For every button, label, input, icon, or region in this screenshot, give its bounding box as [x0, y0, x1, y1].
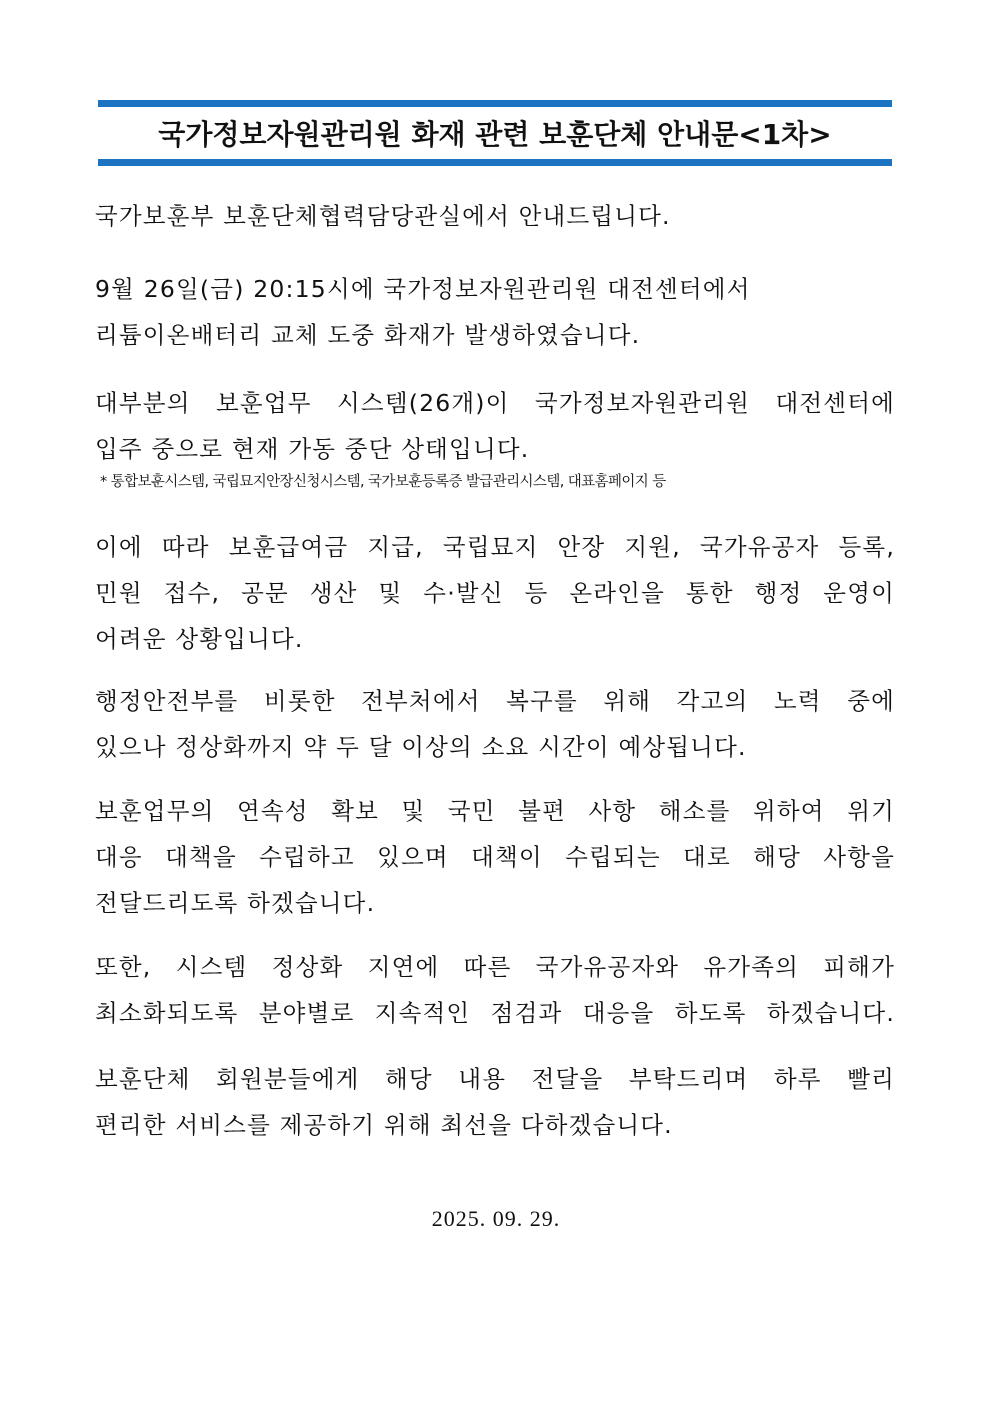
paragraph-impact — [95, 524, 895, 662]
paragraph-line: 국가보훈부 보훈단체협력담당관실에서 안내드립니다. — [95, 202, 671, 230]
title-banner — [98, 100, 892, 166]
paragraph-line: 어려운 상황입니다. — [95, 625, 304, 653]
paragraph-greeting — [95, 193, 895, 239]
paragraph-line: 또한, 시스템 정상화 지연에 따른 국가유공자와 유가족의 피해가 — [95, 953, 895, 981]
paragraph-line: 행정안전부를 비롯한 전부처에서 복구를 위해 각고의 노력 중에 — [95, 687, 895, 715]
paragraph-line: 보훈단체 회원분들에게 해당 내용 전달을 부탁드리며 하루 빨리 — [95, 1065, 895, 1093]
paragraph-line: 편리한 서비스를 제공하기 위해 최선을 다하겠습니다. — [95, 1111, 673, 1139]
paragraph-line: 있으나 정상화까지 약 두 달 이상의 소요 시간이 예상됩니다. — [95, 733, 747, 761]
paragraph-systems — [95, 380, 895, 472]
paragraph-recovery — [95, 678, 895, 770]
paragraph-line: 대응 대책을 수립하고 있으며 대책이 수립되는 대로 해당 사항을 — [95, 843, 895, 871]
paragraph-line: 리튬이온배터리 교체 도중 화재가 발생하였습니다. — [95, 321, 641, 349]
paragraph-closing — [95, 1056, 895, 1148]
paragraph-line: 입주 중으로 현재 가동 중단 상태입니다. — [95, 435, 530, 463]
paragraph-line: 전달드리도록 하겠습니다. — [95, 889, 376, 917]
document-title: 국가정보자원관리원 화재 관련 보훈단체 안내문<1차> — [158, 118, 832, 151]
paragraph-mitigation — [95, 944, 895, 1036]
paragraph-line: 대부분의 보훈업무 시스템(26개)이 국가정보자원관리원 대전센터에 — [95, 389, 895, 417]
paragraph-continuity — [95, 788, 895, 926]
paragraph-line: 보훈업무의 연속성 확보 및 국민 불편 사항 해소를 위하여 위기 — [95, 797, 895, 825]
document-date: 2025. 09. 29. — [431, 1206, 561, 1231]
paragraph-incident — [95, 266, 895, 358]
systems-footnote: * 통합보훈시스템, 국립묘지안장신청시스템, 국가보훈등록증 발급관리시스템, 대표홈페이지 등 — [100, 474, 666, 490]
paragraph-line: 이에 따라 보훈급여금 지급, 국립묘지 안장 지원, 국가유공자 등록, — [95, 533, 895, 561]
paragraph-line: 9월 26일(금) 20:15시에 국가정보자원관리원 대전센터에서 — [95, 275, 751, 303]
paragraph-line: 최소화되도록 분야별로 지속적인 점검과 대응을 하도록 하겠습니다. — [95, 999, 895, 1027]
paragraph-line: 민원 접수, 공문 생산 및 수·발신 등 온라인을 통한 행정 운영이 — [95, 579, 895, 607]
